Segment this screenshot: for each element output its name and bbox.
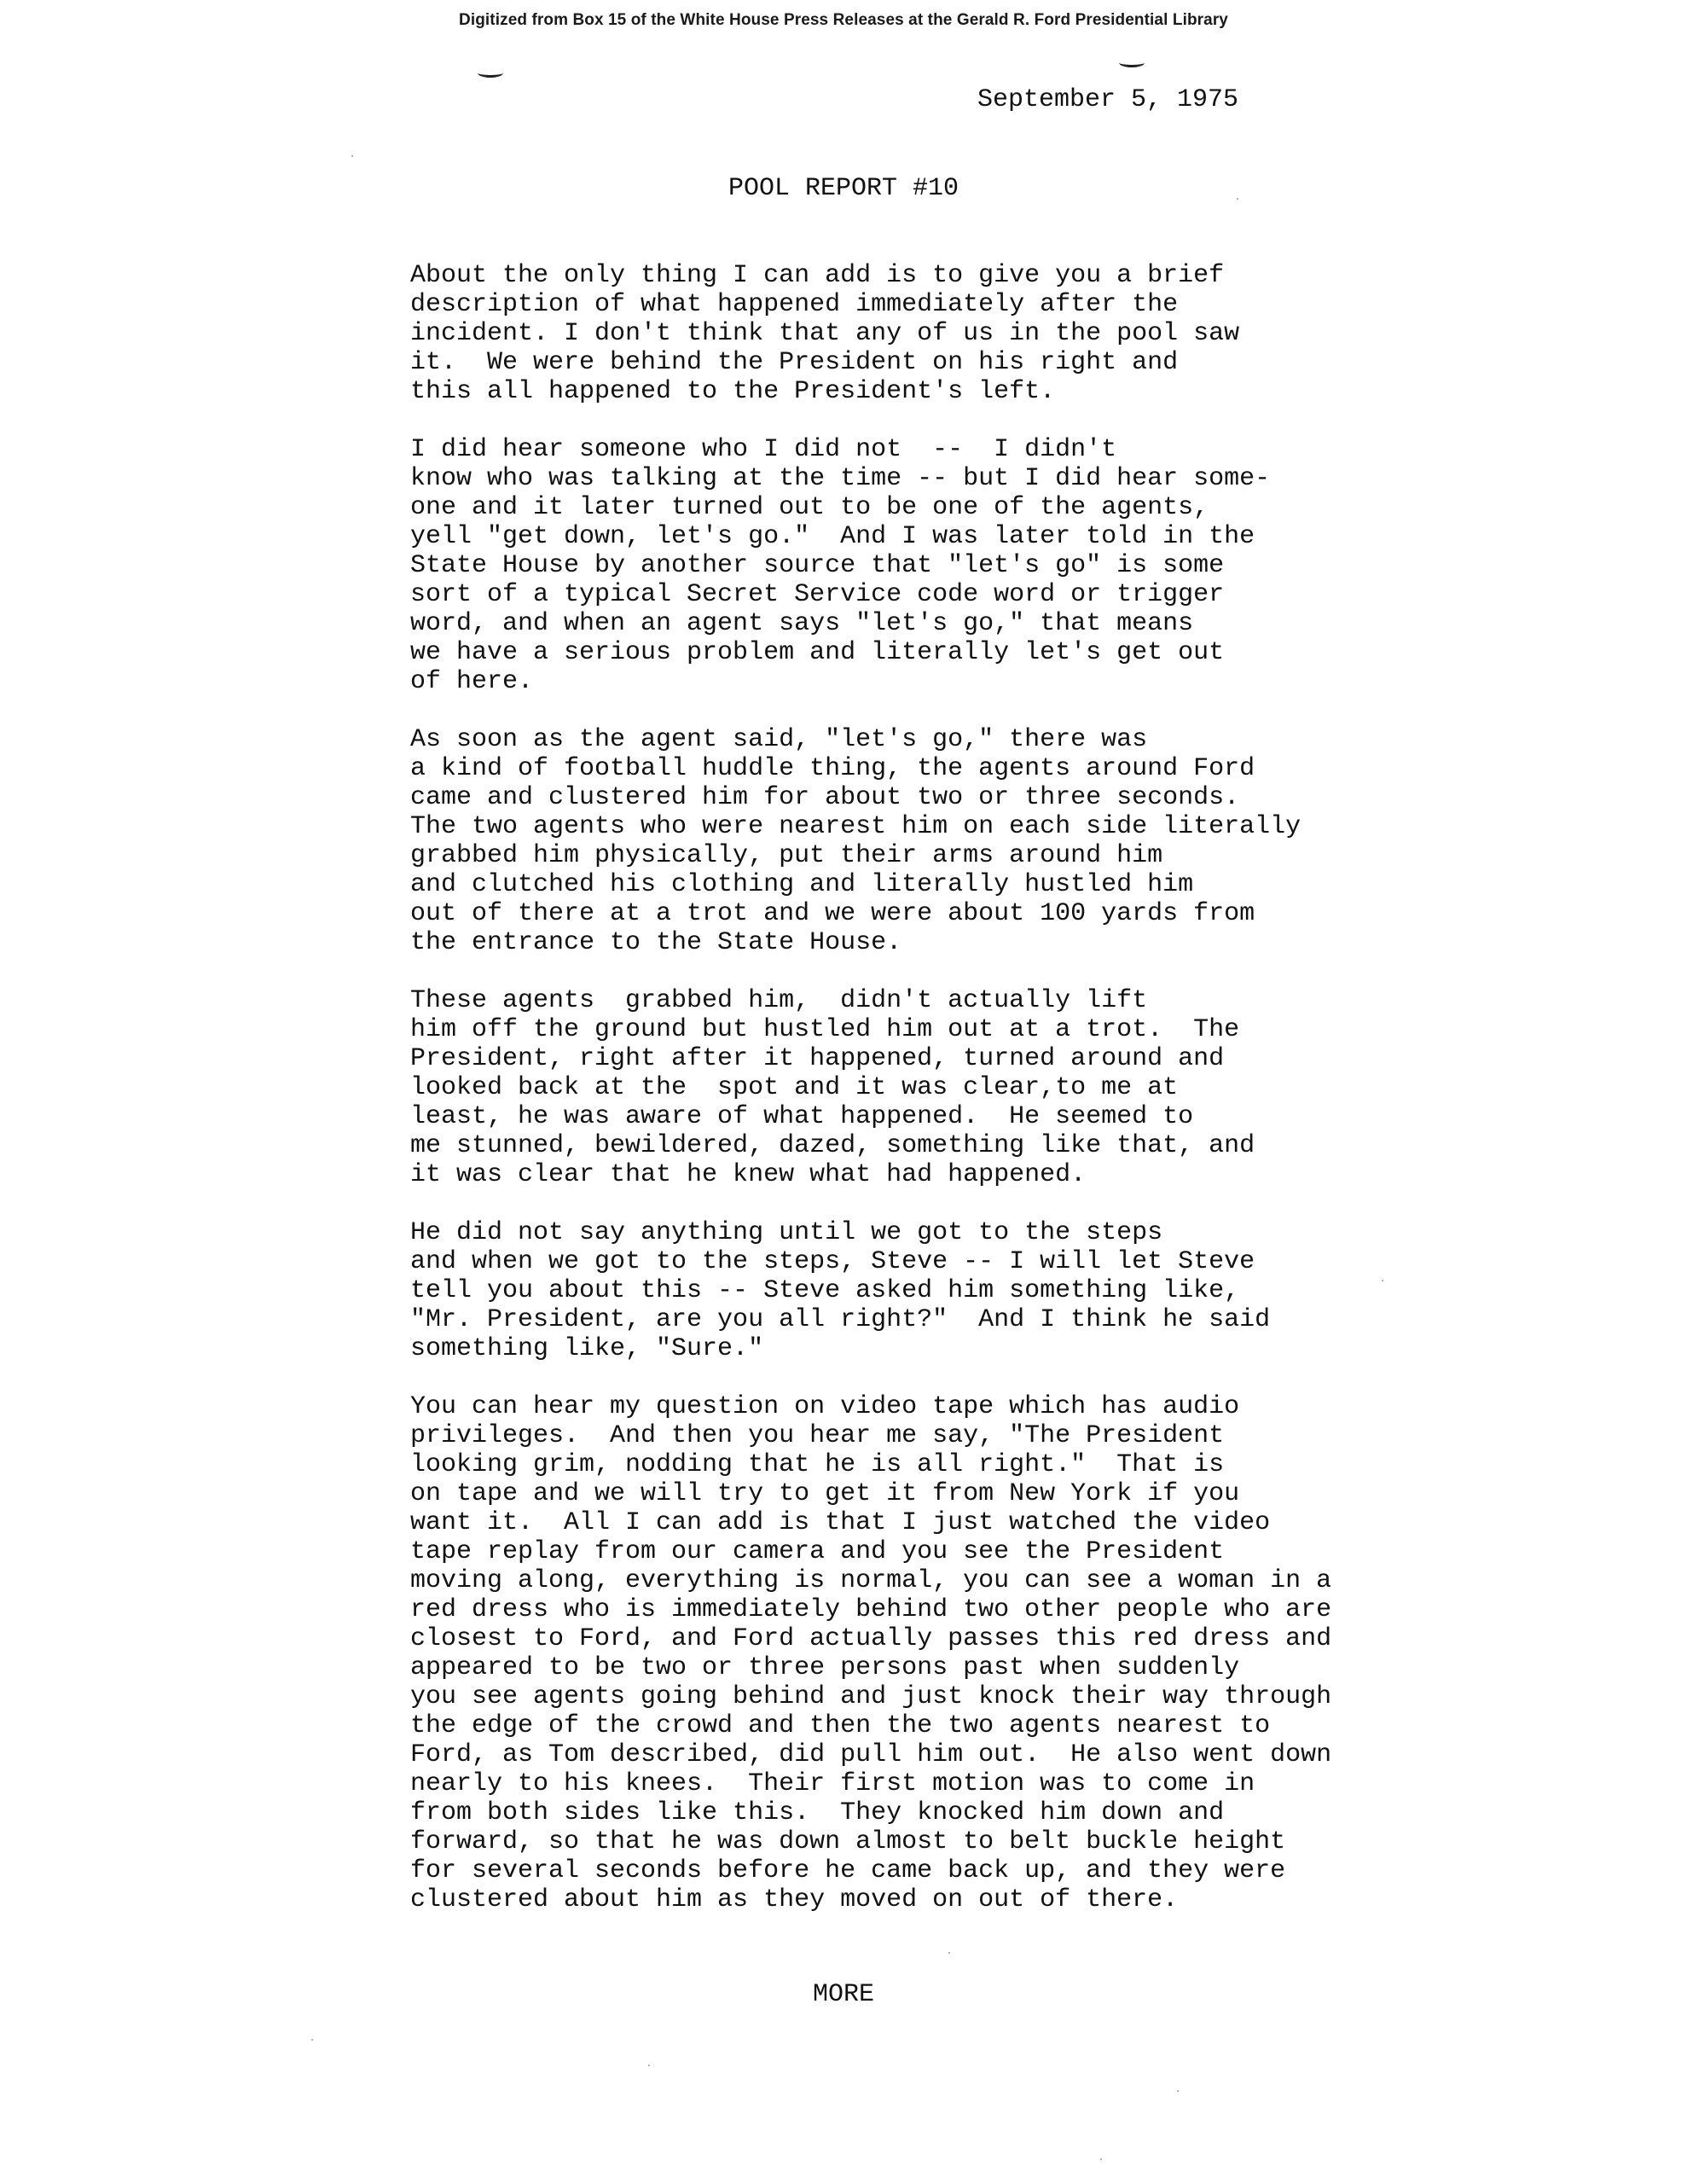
scan-speck: [1100, 2158, 1102, 2160]
text-line: it. We were behind the President on his right and: [410, 348, 1179, 377]
text-line: He did not say anything until we got to the steps: [410, 1218, 1163, 1247]
text-line: I did hear someone who I did not -- I didn't: [410, 435, 1117, 464]
scan-speck: [648, 2065, 650, 2066]
text-line: nearly to his knees. Their first motion was to come in: [410, 1769, 1255, 1798]
scan-speck: [351, 155, 353, 157]
text-line: grabbed him physically, put their arms around him: [410, 841, 1163, 870]
report-body: [410, 261, 1417, 1943]
text-line: on tape and we will try to get it from New York if you: [410, 1479, 1240, 1508]
text-line: description of what happened immediately after the: [410, 290, 1179, 319]
text-line: and when we got to the steps, Steve -- I will let Steve: [410, 1247, 1255, 1276]
scan-speck: [1237, 198, 1238, 200]
text-line: red dress who is immediately behind two other people who are: [410, 1595, 1332, 1624]
text-line: The two agents who were nearest him on each side literally: [410, 812, 1301, 841]
text-line: appeared to be two or three persons past when suddenly: [410, 1653, 1240, 1682]
text-line: President, right after it happened, turned around and: [410, 1044, 1225, 1073]
text-line: out of there at a trot and we were about 100 yards from: [410, 899, 1255, 928]
text-line: tape replay from our camera and you see the President: [410, 1537, 1225, 1566]
text-line: word, and when an agent says "let's go," that means: [410, 609, 1194, 638]
text-line: me stunned, bewildered, dazed, something like that, and: [410, 1131, 1255, 1160]
digitization-note: Digitized from Box 15 of the White House Press Releases at the Gerald R. Ford Presidential Library: [459, 11, 1228, 29]
text-line: incident. I don't think that any of us in the pool saw: [410, 319, 1240, 348]
text-line: for several seconds before he came back up, and they were: [410, 1856, 1286, 1885]
text-line: These agents grabbed him, didn't actually lift: [410, 986, 1148, 1015]
report-title: POOL REPORT #10: [728, 174, 959, 203]
text-line: moving along, everything is normal, you can see a woman in a: [410, 1566, 1332, 1595]
stray-mark-left: [478, 68, 503, 78]
text-line: want it. All I can add is that I just watched the video: [410, 1508, 1271, 1537]
text-line: clustered about him as they moved on out of there.: [410, 1885, 1179, 1914]
text-line: tell you about this -- Steve asked him something like,: [410, 1276, 1240, 1305]
text-line: know who was talking at the time -- but I did hear some-: [410, 464, 1271, 493]
text-line: You can hear my question on video tape which has audio: [410, 1392, 1240, 1421]
scan-speck: [1177, 2090, 1179, 2092]
text-line: looked back at the spot and it was clear,to me at: [410, 1073, 1179, 1102]
paragraph: [410, 1218, 1417, 1363]
text-line: it was clear that he knew what had happened.: [410, 1160, 1087, 1189]
paragraph: [410, 1392, 1417, 1914]
text-line: yell "get down, let's go." And I was later told in the: [410, 522, 1255, 551]
scan-speck: [311, 2039, 313, 2041]
text-line: sort of a typical Secret Service code word or trigger: [410, 580, 1225, 609]
report-date: September 5, 1975: [977, 85, 1239, 114]
text-line: of here.: [410, 667, 534, 696]
text-line: a kind of football huddle thing, the agents around Ford: [410, 754, 1255, 783]
paragraph: [410, 435, 1417, 696]
text-line: About the only thing I can add is to give you a brief: [410, 261, 1225, 290]
paragraph: [410, 725, 1417, 957]
paragraph: [410, 986, 1417, 1189]
scan-speck: [948, 1952, 950, 1954]
text-line: came and clustered him for about two or three seconds.: [410, 783, 1240, 812]
text-line: Ford, as Tom described, did pull him out. He also went down: [410, 1740, 1332, 1769]
text-line: looking grim, nodding that he is all right." That is: [410, 1450, 1225, 1479]
text-line: As soon as the agent said, "let's go," there was: [410, 725, 1148, 754]
continuation-marker: MORE: [812, 1980, 874, 2009]
paragraph: [410, 261, 1417, 406]
text-line: "Mr. President, are you all right?" And I think he said: [410, 1305, 1271, 1334]
text-line: and clutched his clothing and literally hustled him: [410, 870, 1194, 899]
text-line: from both sides like this. They knocked him down and: [410, 1798, 1225, 1827]
text-line: him off the ground but hustled him out at a trot. The: [410, 1015, 1240, 1044]
text-line: the entrance to the State House.: [410, 928, 902, 957]
text-line: this all happened to the President's left.: [410, 377, 1056, 406]
text-line: least, he was aware of what happened. He seemed to: [410, 1102, 1194, 1131]
text-line: we have a serious problem and literally let's get out: [410, 638, 1225, 667]
text-line: something like, "Sure.": [410, 1334, 764, 1363]
text-line: closest to Ford, and Ford actually passes this red dress and: [410, 1624, 1332, 1653]
text-line: privileges. And then you hear me say, "The President: [410, 1421, 1225, 1450]
text-line: forward, so that he was down almost to belt buckle height: [410, 1827, 1286, 1856]
text-line: State House by another source that "let's go" is some: [410, 551, 1225, 580]
text-line: you see agents going behind and just knock their way through: [410, 1682, 1332, 1711]
text-line: one and it later turned out to be one of the agents,: [410, 493, 1209, 522]
text-line: the edge of the crowd and then the two agents nearest to: [410, 1711, 1271, 1740]
scan-speck: [1382, 1280, 1383, 1281]
stray-mark-right: [1119, 58, 1145, 67]
